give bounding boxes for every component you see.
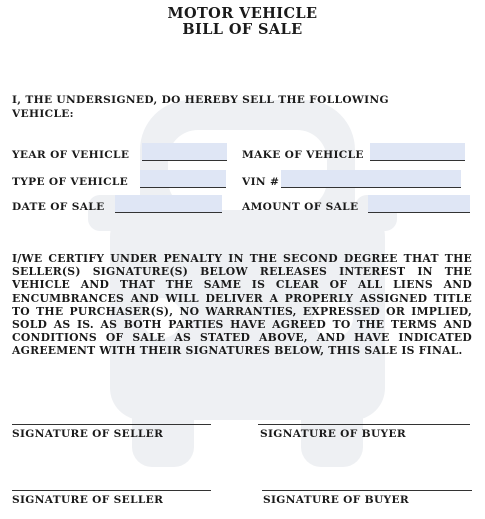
buyer-signature-label-1: SIGNATURE OF BUYER [260,428,407,440]
seller-signature-line-1[interactable] [12,424,211,425]
seller-signature-line-2[interactable] [12,490,211,491]
amount-of-sale-field[interactable] [368,195,470,213]
vin-label: VIN # [242,176,280,188]
certification-paragraph: I/WE CERTIFY UNDER PENALTY IN THE SECOND DEGREE THAT THE SELLER(S) SIGNATURE(S) BELOW RELEASES INTEREST IN THE VEHICLE AND THAT THE SAME IS CLEAR OF ALL LIENS AND ENCUMBRANCES AND WILL DELIVER A PROPERLY ASSIGNED TITLE TO THE PURCHASER(S), NO WARRANTIES, EXPRESSED OR IMPLIED, SOLD AS IS. AS BOTH PARTIES HAVE AGREED TO THE TERMS AND CONDITIONS OF SALE AS STATED ABOVE, AND HAVE INDICATED AGREEMENT WITH THEIR SIGNATURES BELOW, THIS SALE IS FINAL. [12,252,472,358]
date-of-sale-field[interactable] [115,195,222,213]
make-of-vehicle-field[interactable] [370,143,465,161]
date-of-sale-label: DATE OF SALE [12,201,105,213]
buyer-signature-line-2[interactable] [262,490,472,491]
document-title-line-2: BILL OF SALE [182,21,303,38]
make-of-vehicle-label: MAKE OF VEHICLE [242,149,364,161]
type-of-vehicle-field[interactable] [140,170,226,188]
document-title-line-1: MOTOR VEHICLE [167,5,318,22]
amount-of-sale-label: AMOUNT OF SALE [242,201,359,213]
buyer-signature-label-2: SIGNATURE OF BUYER [263,494,410,506]
seller-signature-label-1: SIGNATURE OF SELLER [12,428,164,440]
seller-signature-label-2: SIGNATURE OF SELLER [12,494,164,506]
year-of-vehicle-field[interactable] [142,143,227,161]
intro-text-line-2: VEHICLE: [12,108,74,120]
intro-text-line-1: I, THE UNDERSIGNED, DO HEREBY SELL THE FOLLOWING [12,94,389,106]
vin-field[interactable] [281,170,461,188]
type-of-vehicle-label: TYPE OF VEHICLE [12,176,129,188]
buyer-signature-line-1[interactable] [258,424,470,425]
year-of-vehicle-label: YEAR OF VEHICLE [12,149,130,161]
